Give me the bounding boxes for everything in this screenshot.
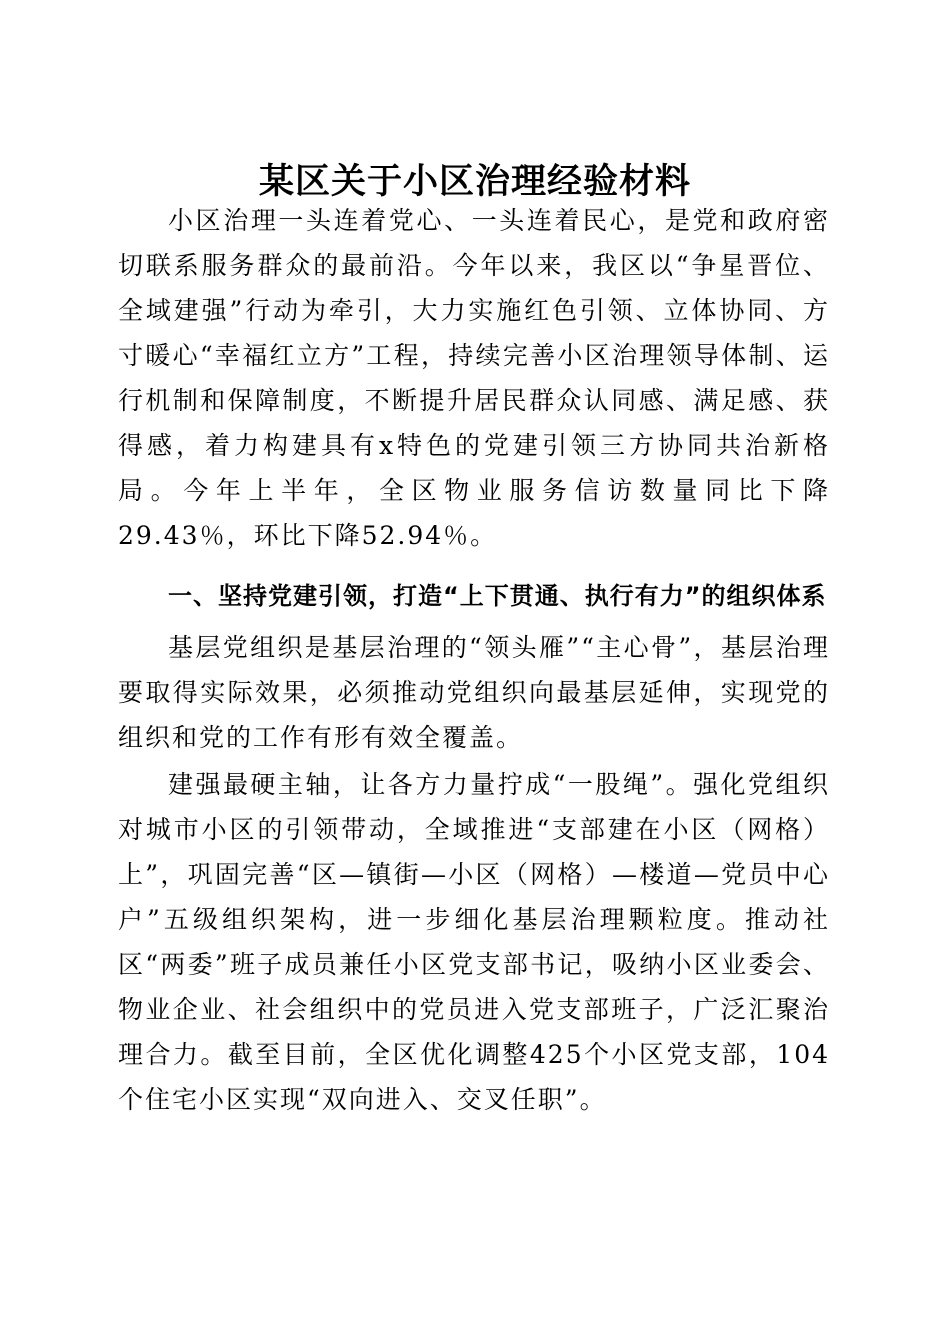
section-paragraph-2: 建强最硬主轴，让各方力量拧成“一股绳”。强化党组织对城市小区的引领带动，全域推进“支部建在小区（网格）上”，巩固完善“区—镇街—小区（网格）—楼道—党员中心户”五级组织架构，进一步细化基层治理颗粒度。推动社区“两委”班子成员兼任小区党支部书记，吸纳小区业委会、物业企业、社会组织中的党员进入党支部班子，广泛汇聚治理合力。截至目前，全区优化调整425个小区党支部，104个住宅小区实现“双向进入、交叉任职”。 (118, 770, 830, 1114)
document-title: 某区关于小区治理经验材料 (258, 161, 691, 203)
document-body (118, 198, 830, 1122)
intro-paragraph: 小区治理一头连着党心、一头连着民心，是党和政府密切联系服务群众的最前沿。今年以来，我区以“争星晋位、全域建强”行动为牵引，大力实施红色引领、立体协同、方寸暖心“幸福红立方”工程，持续完善小区治理领导体制、运行机制和保障制度，不断提升居民群众认同感、满足感、获得感，着力构建具有x特色的党建引领三方协同共治新格局。今年上半年，全区物业服务信访数量同比下降29.43％，环比下降52.94％。 (118, 206, 830, 550)
section-paragraph-1: 基层党组织是基层治理的“领头雁”“主心骨”，基层治理要取得实际效果，必须推动党组织向最基层延伸，实现党的组织和党的工作有形有效全覆盖。 (118, 633, 830, 752)
section-heading: 一、坚持党建引领，打造“上下贯通、执行有力”的组织体系 (168, 582, 827, 610)
